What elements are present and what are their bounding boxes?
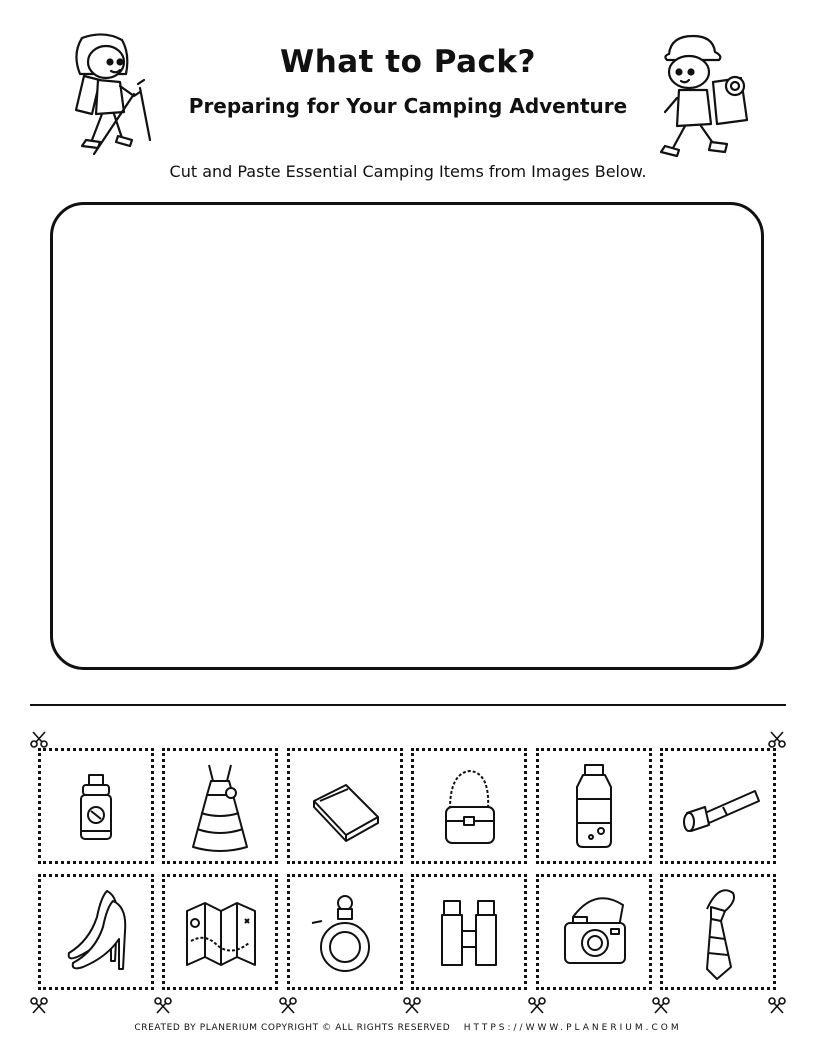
scissors-icon bbox=[30, 996, 48, 1014]
handbag-icon bbox=[414, 751, 524, 861]
scissors-icon bbox=[652, 996, 670, 1014]
binoculars-icon bbox=[414, 877, 524, 987]
cutout-card[interactable] bbox=[411, 748, 527, 864]
cutout-card[interactable] bbox=[660, 874, 776, 990]
camera-icon bbox=[539, 877, 649, 987]
book-icon bbox=[290, 751, 400, 861]
cutout-card[interactable] bbox=[660, 748, 776, 864]
cutout-card[interactable] bbox=[162, 748, 278, 864]
insect-repellent-icon bbox=[41, 751, 151, 861]
cutout-card[interactable] bbox=[411, 874, 527, 990]
scissors-icon bbox=[403, 996, 421, 1014]
scissors-icon bbox=[30, 731, 48, 749]
cutout-card[interactable] bbox=[38, 874, 154, 990]
divider-line bbox=[30, 704, 786, 706]
instructions-text: Cut and Paste Essential Camping Items from Images Below. bbox=[169, 162, 647, 181]
footer-url[interactable]: HTTPS://WWW.PLANERIUM.COM bbox=[463, 1023, 682, 1033]
page-subtitle: Preparing for Your Camping Adventure bbox=[188, 94, 628, 118]
scissors-icon bbox=[768, 731, 786, 749]
scissors-icon bbox=[528, 996, 546, 1014]
necktie-icon bbox=[663, 877, 773, 987]
flashlight-icon bbox=[663, 751, 773, 861]
cutout-card[interactable] bbox=[536, 748, 652, 864]
cutout-card[interactable] bbox=[536, 874, 652, 990]
scissors-icon bbox=[154, 996, 172, 1014]
folded-map-icon bbox=[165, 877, 275, 987]
cutout-card[interactable] bbox=[287, 874, 403, 990]
scissors-icon bbox=[279, 996, 297, 1014]
cutout-card[interactable] bbox=[38, 748, 154, 864]
cutout-card[interactable] bbox=[287, 748, 403, 864]
footer bbox=[0, 1023, 816, 1033]
page-title: What to Pack? bbox=[280, 44, 536, 80]
cutout-card[interactable] bbox=[162, 874, 278, 990]
scissors-icon bbox=[768, 996, 786, 1014]
party-dress-icon bbox=[165, 751, 275, 861]
paste-area[interactable] bbox=[50, 202, 764, 670]
high-heels-icon bbox=[41, 877, 151, 987]
perfume-icon bbox=[290, 877, 400, 987]
footer-credit: CREATED BY PLANERIUM COPYRIGHT © ALL RIGHTS RESERVED bbox=[134, 1023, 451, 1033]
water-bottle-icon bbox=[539, 751, 649, 861]
